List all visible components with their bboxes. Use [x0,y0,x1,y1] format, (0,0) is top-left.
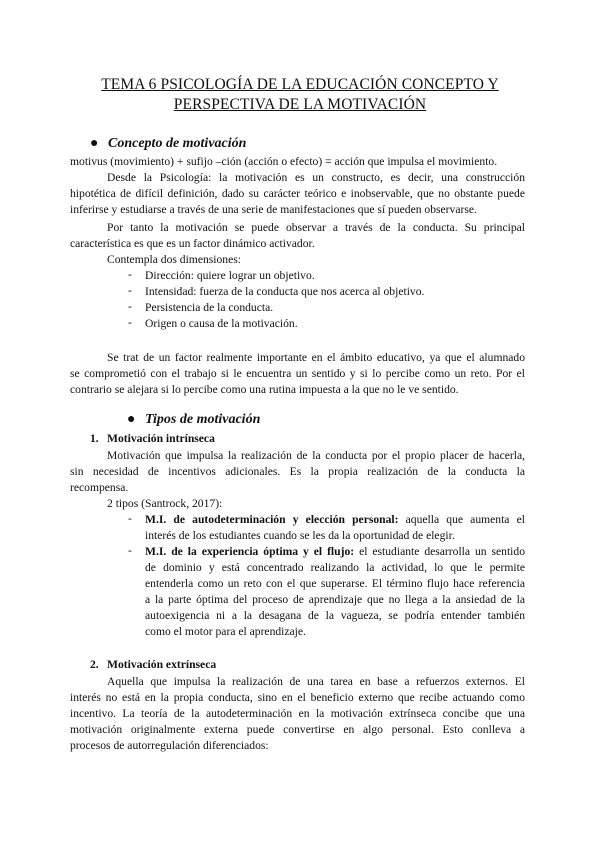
type-2-line-6: como el motor para el aprendizaje. [145,625,306,638]
etymology-line: motivus (movimiento) + sufijo –ción (acción o efecto) = acción que impulsa el movimiento. [70,155,498,168]
section-heading-text: Concepto de motivación [108,136,247,151]
paragraph-2-line-1: Por tanto la motivación se puede observar a través de la conducta. Su principal [107,221,525,234]
extrinseca-line-2: interés no está en la propia conducta, sino en el beneficio externo que recibe actuando como [70,691,525,704]
list-dash: - [128,300,132,313]
list-dash: - [128,268,132,281]
type-2-line-3: entenderla como un reto con el que superarse. El término flujo hace referencia [145,577,525,590]
type-1-line-1 [145,512,525,527]
bullet-icon: ● [90,136,99,151]
page-title-line-1: TEMA 6 PSICOLOGÍA DE LA EDUCACIÓN CONCEPTO Y [101,76,499,93]
subheading-number: 2. [90,658,99,671]
list-item: Origen o causa de la motivación. [145,317,298,330]
list-item: Dirección: quiere lograr un objetivo. [145,269,315,282]
intrinseca-line-3: recompensa. [70,481,129,494]
paragraph-1-line-2: hipotética de difícil definición, dado su carácter teórico e inobservable, que no obstante puede [70,187,525,200]
type-1-title: M.I. de autodeterminación y elección personal: [145,513,399,526]
extrinseca-line-4: motivación originalmente externa puede convertirse en algo personal. Esto conlleva a [70,723,525,736]
list-dash: - [128,316,132,329]
paragraph-3-line-2: se comprometió con el trabajo si le encuentra un sentido y si lo percibe como un reto. Por el [70,367,525,380]
type-2-title: M.I. de la experiencia óptima y el flujo: [145,545,355,558]
list-dash: - [128,544,132,557]
type-1-line-2: interés de los estudiantes cuando se les da la oportunidad de elegir. [145,529,455,542]
section-heading-concepto [90,136,246,152]
extrinseca-line-1: Aquella que impulsa la realización de una tarea en base a refuerzos externos. El [107,675,525,688]
intrinseca-line-1: Motivación que impulsa la realización de la conducta por el propio placer de hacerla, [107,449,525,462]
paragraph-3-line-1: Se trat de un factor realmente importante en el ámbito educativo, ya que el alumnado [107,351,525,364]
type-2-line-1 [145,544,525,559]
types-intro: 2 tipos (Santrock, 2017): [107,497,223,510]
list-item: Persistencia de la conducta. [145,301,274,314]
page-title-line-2: PERSPECTIVA DE LA MOTIVACIÓN [173,96,427,113]
list-item: Intensidad: fuerza de la conducta que nos acerca al objetivo. [145,285,425,298]
subheading-number: 1. [90,432,99,445]
section-heading-text: Tipos de motivación [145,412,261,427]
type-2-line-2: de dominio y está concentrado realizando la actividad, lo que le permite [145,561,525,574]
extrinseca-line-3: incentivo. La teoría de la autodeterminación en la motivación extrínseca concibe que una [70,707,525,720]
subheading-extrinseca: Motivación extrínseca [107,658,217,671]
type-2-line-5: autoexigencia ni a la desagana de la vagueza, se podría entender también [145,609,525,622]
intrinseca-line-2: sin necesidad de incentivos adicionales. Es la propia realización de la conducta la [70,465,525,478]
paragraph-1-line-1: Desde la Psicología: la motivación es un constructo, es decir, una construcción [107,171,525,184]
dimensions-intro: Contempla dos dimensiones: [107,253,241,266]
list-dash: - [128,284,132,297]
section-heading-tipos [127,412,260,428]
subheading-intrinseca: Motivación intrínseca [107,432,215,445]
type-1-text: aquella que aumenta el [398,513,525,526]
paragraph-3-line-3: contrario se alejara si lo percibe como una rutina impuesta a la que no le ve sentido. [70,383,459,396]
paragraph-2-line-2: característica es que es un factor dinámico activador. [70,237,315,250]
type-2-text: el estudiante desarrolla un sentido [354,545,526,558]
bullet-icon: ● [127,412,136,427]
list-dash: - [128,512,132,525]
paragraph-1-line-3: inferirse y estudiarse a través de una serie de manifestaciones que sí pueden observarse. [70,203,477,216]
extrinseca-line-5: procesos de autorregulación diferenciados: [70,739,269,752]
type-2-line-4: a la parte óptima del proceso de aprendizaje que no llega a la ansiedad de la [145,593,525,606]
